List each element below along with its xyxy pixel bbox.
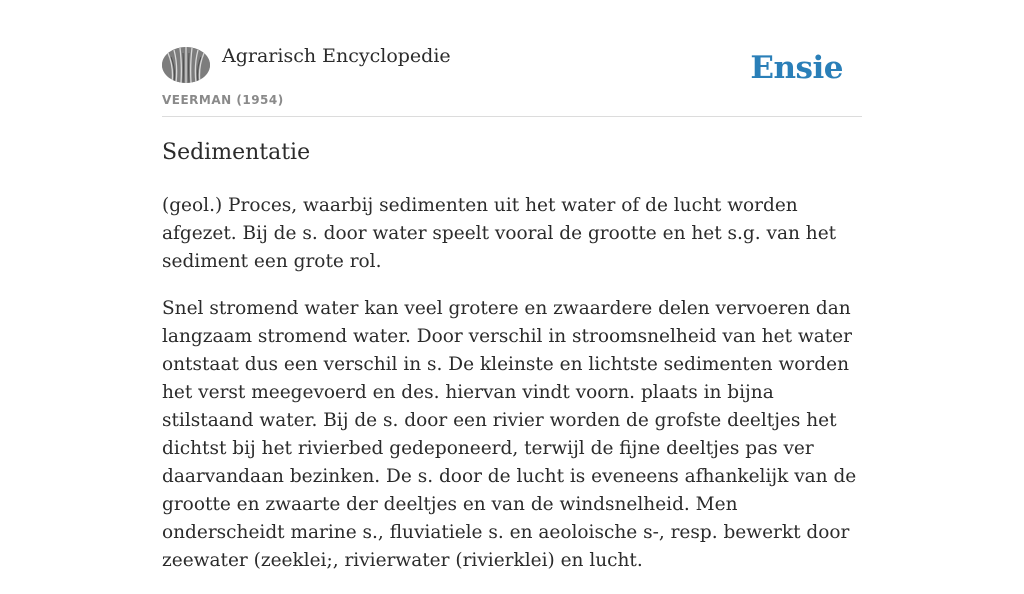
paragraph: (geol.) Proces, waarbij sedimenten uit het water of de lucht worden afgezet. Bij de s. door water speelt vooral de grootte en het s.g. van het sediment een grote rol. (162, 195, 837, 272)
brand-logo[interactable]: Ensie (750, 50, 843, 86)
edition-label: VEERMAN (1954) (162, 93, 284, 107)
wheat-sheaf-icon[interactable] (162, 47, 210, 83)
page-title: Sedimentatie (162, 140, 311, 165)
header (162, 0, 862, 117)
article-body (162, 192, 862, 594)
page (162, 0, 862, 571)
paragraph: Snel stromend water kan veel grotere en zwaardere delen vervoeren dan langzaam stromend water. Door verschil in stroomsnelheid van het water ontstaat dus een verschil in s. De kleinste en lichtste sedimenten worden het verst meegevoerd en des. hiervan vindt voorn. plaats in bijna stilstaand water. Bij de s. door een rivier worden de grofste deeltjes het dichtst bij het rivierbed gedeponeerd, terwijl de fijne deeltjes pas ver daarvandaan bezinken. De s. door de lucht is eveneens afhankelijk van de grootte en zwaarte der deeltjes en van de windsnelheid. Men onderscheidt marine s., fluviatiele s. en aeoloische s-, resp. bewerkt door zeewater (zeeklei;, rivierwater (rivierklei) en lucht. (162, 298, 857, 571)
book-title[interactable]: Agrarisch Encyclopedie (222, 45, 451, 67)
